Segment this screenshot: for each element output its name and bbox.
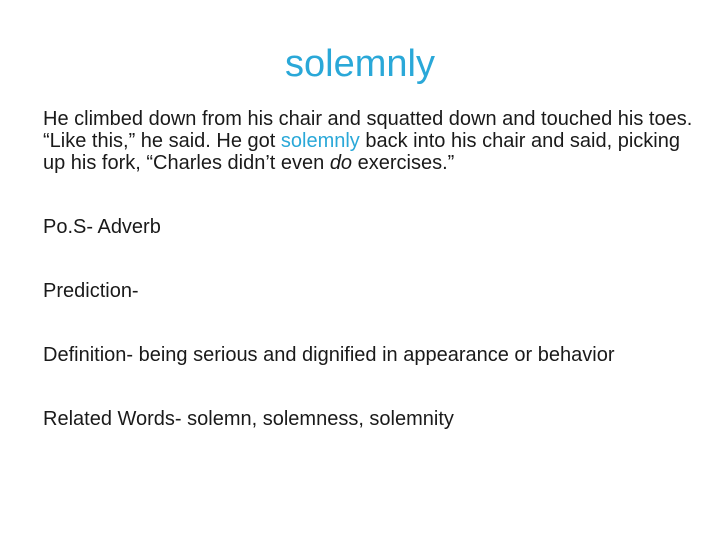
passage-text-2: back into his chair and said, picking up his fork, “Charles didn’t even [43, 130, 680, 174]
part-of-speech: Po.S- Adverb [43, 216, 161, 238]
highlighted-word: solemnly [280, 130, 360, 152]
story-passage [43, 108, 693, 174]
prediction-label: Prediction- [43, 280, 139, 302]
emphasized-word: do [329, 152, 353, 174]
passage-text-1: He climbed down from his chair and squatted down and touched his toes. “Like this,” he said. He got [43, 108, 693, 152]
slide-body [43, 108, 693, 430]
definition-text: Definition- being serious and dignified in appearance or behavior [43, 344, 615, 366]
slide-title: solemnly [285, 43, 435, 85]
related-words: Related Words- solemn, solemness, solemnity [43, 408, 454, 430]
passage-text-3: exercises.” [352, 152, 455, 174]
